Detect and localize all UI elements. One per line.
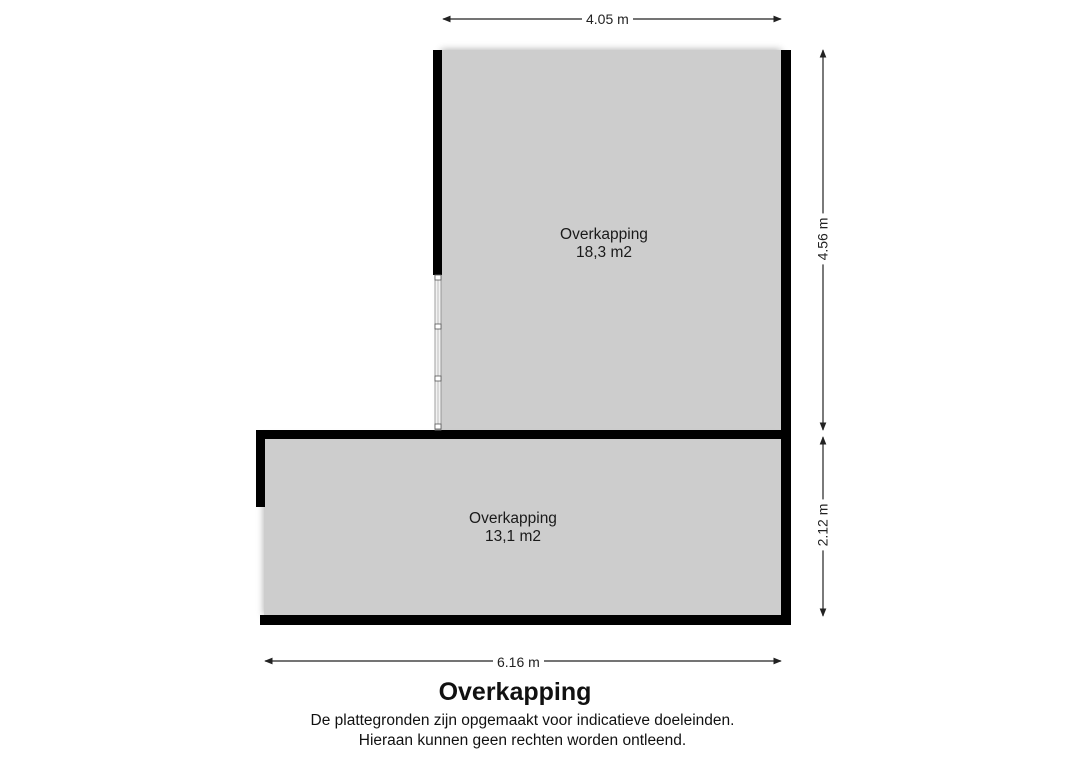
room-label-upper [484, 226, 724, 262]
room-name-lower: Overkapping [469, 510, 557, 527]
plan-title: Overkapping [438, 678, 592, 706]
dimension-label-top: 4.05 m [582, 11, 633, 27]
dimension-label-right-upper: 4.56 m [814, 214, 830, 265]
window-segment [435, 275, 441, 430]
room-label-lower [393, 510, 633, 546]
room-area-upper: 18,3 m2 [575, 244, 632, 261]
room-area-lower: 13,1 m2 [484, 528, 541, 545]
disclaimer-line-2: Hieraan kunnen geen rechten worden ontleend. [358, 732, 687, 749]
wall-lower-left [256, 430, 265, 507]
dimension-label-bottom: 6.16 m [493, 654, 544, 670]
disclaimer-line-1: De plattegronden zijn opgemaakt voor indicatieve doeleinden. [310, 712, 735, 729]
wall-bottom [260, 615, 791, 625]
wall-right [781, 50, 791, 625]
wall-middle [256, 430, 784, 439]
dimension-label-right-lower: 2.12 m [814, 500, 830, 551]
wall-upper-left [433, 50, 442, 275]
room-name-upper: Overkapping [560, 226, 648, 243]
